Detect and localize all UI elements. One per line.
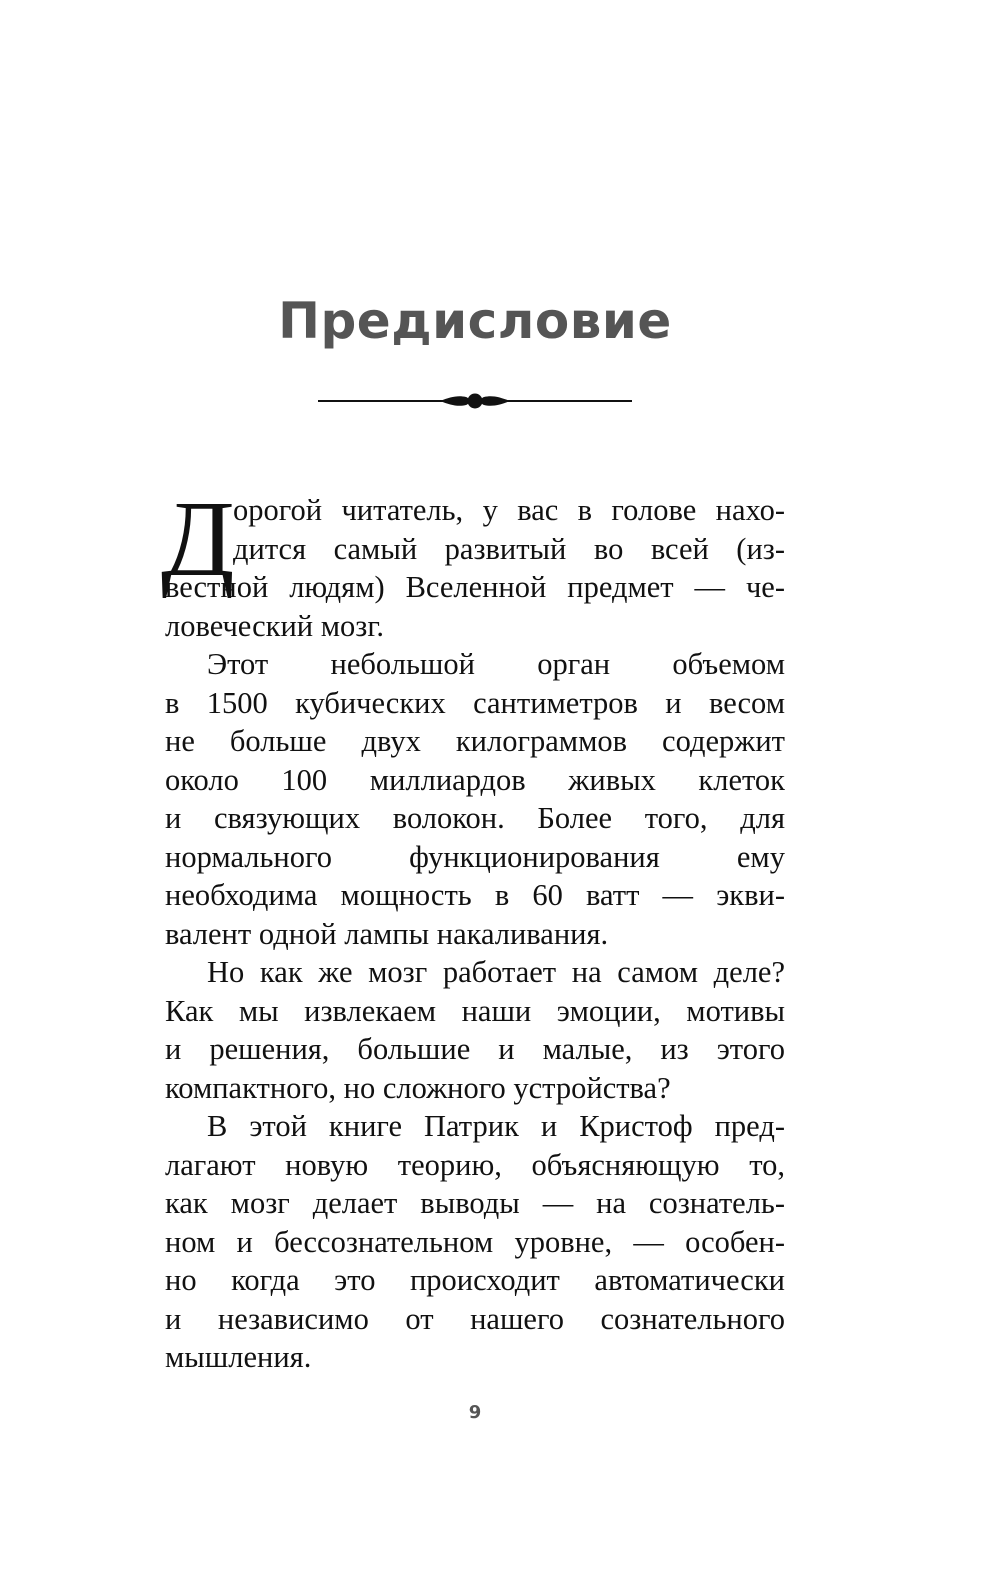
text-line: не больше двух килограммов содержит [165,724,785,758]
drop-cap: Д [161,480,235,599]
page-title: Предисловие [278,292,672,350]
text-line: вестной людям) Вселенной предмет — че- [165,570,785,604]
text-line: как мозг делает выводы — на сознатель- [165,1186,785,1220]
text-line: в 1500 кубических сантиметров и весом [165,685,785,720]
text-line: валент одной лампы накаливания. [165,916,609,951]
body-text [161,480,785,1377]
text-line: но когда это происходит автоматически [165,1263,785,1297]
text-line: орогой читатель, у вас в голове нахо- [233,493,785,527]
text-line: Как мы извлекаем наши эмоции, мотивы [165,993,785,1028]
text-line: нормального функционирования ему [165,839,785,874]
text-line: лагают новую теорию, объясняющую то, [165,1147,785,1182]
paragraph-1 [165,491,785,645]
text-line: компактного, но сложного устройства? [165,1070,671,1105]
text-line: и связующих волокон. Более того, для [165,801,785,835]
text-line: Но как же мозг работает на самом деле? [207,955,785,989]
text-line: и независимо от нашего сознательного [165,1301,785,1336]
text-line: В этой книге Патрик и Кристоф пред- [207,1109,785,1143]
paragraph-3 [165,953,785,1107]
text-line: мышления. [165,1340,312,1374]
text-line: необходима мощность в 60 ватт — экви- [165,878,785,912]
text-line: около 100 миллиардов живых клеток [165,762,785,797]
paragraph-2 [165,645,785,953]
text-line: Этот небольшой орган объемом [207,647,785,681]
flourish-divider-icon [318,390,632,412]
text-line: ловеческий мозг. [165,608,385,643]
paragraph-4 [165,1107,785,1377]
text-line: ном и бессознательном уровне, — особен- [165,1224,785,1259]
text-line: дится самый развитый во всей (из- [233,531,785,566]
page-number: 9 [468,1402,482,1423]
text-line: и решения, большие и малые, из этого [165,1032,785,1066]
